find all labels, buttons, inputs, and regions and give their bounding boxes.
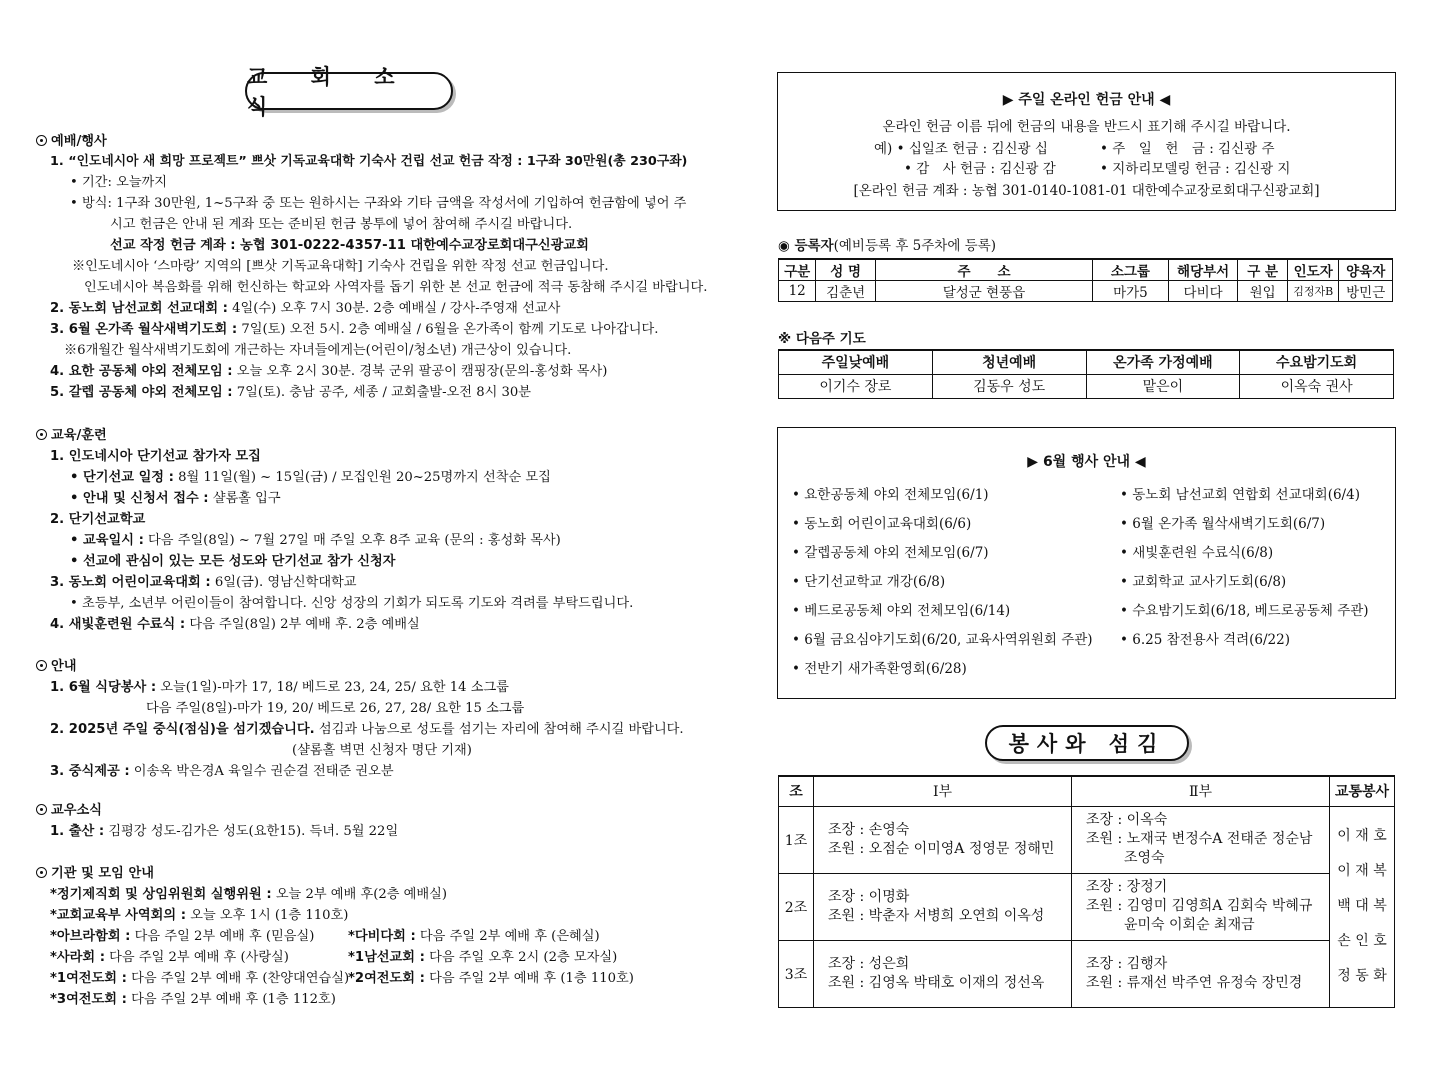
prayer-value-cell: 김동우 성도 xyxy=(932,374,1086,398)
service-group-row xyxy=(779,873,1395,940)
traffic-service-cell xyxy=(1330,806,1395,1007)
service-header-cell: Ⅱ부 xyxy=(1072,776,1330,806)
news-line-label: 4. 요한 공동체 야외 전체모임 : xyxy=(50,364,233,379)
section-header-label: 교육/훈련 xyxy=(51,428,107,443)
service-part-cell xyxy=(1072,940,1330,1007)
service-part-cell xyxy=(814,873,1072,940)
circle-bullet-icon xyxy=(36,135,47,146)
registrants-row xyxy=(779,281,1393,302)
service-members: 조원 : 오점순 이미영A 정영문 정해민 xyxy=(828,840,1055,857)
june-event-item: • 동노회 남선교회 연합회 선교대회(6/4) xyxy=(1120,487,1360,503)
june-event-item: • 6월 금요심야기도회(6/20, 교육사역위원회 주관) xyxy=(792,632,1093,648)
section-header xyxy=(36,428,107,444)
service-table xyxy=(778,775,1395,1008)
section-header-label: 안내 xyxy=(51,659,77,674)
registrants-cell: 방민근 xyxy=(1339,281,1393,302)
news-line-text: 다음 주일 2부 예배 후 (1층 112호) xyxy=(126,992,336,1007)
service-leader: 조장 : 이옥숙 xyxy=(1086,812,1168,828)
june-event-item: • 6월 온가족 월삭새벽기도회(6/7) xyxy=(1120,516,1326,532)
june-event-item: • 6.25 참전용사 격려(6/22) xyxy=(1120,632,1290,648)
circle-bullet-icon xyxy=(36,804,47,815)
service-part-cell xyxy=(1072,873,1330,940)
news-line-text: 섬김과 나눔으로 성도를 섬기는 자리에 참여해 주시길 바랍니다. xyxy=(314,722,684,737)
offering-example-remodel: • 지하리모델링 헌금 : 김신광 지 xyxy=(1100,161,1291,177)
news-line-text: 7일(토). 충남 공주, 세종 / 교회출발-오전 8시 30분 xyxy=(232,385,532,400)
registrants-header-cell: 구 분 xyxy=(1238,259,1287,281)
news-line xyxy=(70,491,281,507)
service-leader: 조장 : 이명화 xyxy=(828,888,910,905)
registrants-cell: 김정자B xyxy=(1287,281,1339,302)
prayer-header-row xyxy=(779,350,1394,374)
service-members: 조원 : 김영옥 박태호 이재의 정선옥 xyxy=(828,974,1045,991)
service-members-cont: 조영숙 xyxy=(1124,850,1165,866)
june-event-item: • 수요밤기도회(6/18, 베드로공동체 주관) xyxy=(1120,603,1369,619)
church-news-title: 교 회 소 식 xyxy=(245,72,453,110)
service-part-cell xyxy=(814,940,1072,1007)
news-line-text: 다음 주일(8일) ~ 7월 27일 매 주일 오후 8주 교육 (문의 : 홍성화 목사) xyxy=(143,533,561,548)
service-title: 봉사와 섬김 xyxy=(985,725,1189,761)
registrants-title: ◉ 등록자 xyxy=(778,238,834,254)
news-line xyxy=(50,950,289,966)
news-line-text: 오늘 2부 예배 후(2층 예배실) xyxy=(271,887,448,902)
news-line-text: 6일(금). 영남신학대학교 xyxy=(210,575,357,590)
service-leader: 조장 : 성은희 xyxy=(828,955,910,972)
registrants-cell: 원입 xyxy=(1238,281,1287,302)
traffic-volunteer: 정 동 화 xyxy=(1337,968,1387,984)
june-event-item: • 전반기 새가족환영회(6/28) xyxy=(792,661,967,677)
news-line: • 방식: 1구좌 30만원, 1~5구좌 중 또는 원하시는 구좌와 기타 금액을 작성서에 기입하여 헌금함에 넣어 주 xyxy=(70,196,687,211)
news-line xyxy=(50,971,349,987)
registrants-header-cell: 해당부서 xyxy=(1168,259,1238,281)
news-line xyxy=(50,929,314,945)
news-line: • 초등부, 소년부 어린이들이 참여합니다. 신앙 성장의 기회가 되도록 기도와 격려를 부탁드립니다. xyxy=(70,596,634,611)
june-event-item: • 베드로공동체 야외 전체모임(6/14) xyxy=(792,603,1011,619)
registrants-cell: 다비다 xyxy=(1168,281,1238,302)
news-line: • 기간: 오늘까지 xyxy=(70,175,168,190)
news-line-label: 1. 출산 : xyxy=(50,824,105,839)
news-line-label: 3. 중식제공 : xyxy=(50,764,130,779)
news-line: 인도네시아 복음화를 위해 헌신하는 학교와 사역자를 돕기 위한 본 선교 헌금에 적극 동참해 주시길 바랍니다. xyxy=(84,280,708,295)
news-line: 1. “인도네시아 새 희망 프로젝트” 쁘삿 기독교육대학 기숙사 건립 선교 헌금 작정 : 1구좌 30만원(총 230구좌) xyxy=(50,154,688,169)
prayer-header-cell: 주일낮예배 xyxy=(779,350,933,374)
news-line-text: 다음 주일 2부 예배 후 (1층 110호) xyxy=(424,971,634,986)
online-offering-title: ▶ 주일 온라인 헌금 안내 ◀ xyxy=(1002,92,1171,108)
online-offering-box xyxy=(777,72,1396,211)
service-header-row xyxy=(779,776,1395,806)
registrants-header-cell: 구분 xyxy=(779,259,816,281)
news-line xyxy=(50,322,658,338)
news-line-label: *아브라함회 : xyxy=(50,929,131,944)
service-members: 조원 : 노재국 변정수A 전태준 정순남 xyxy=(1086,831,1313,847)
news-line: 시고 헌금은 안내 된 계좌 또는 준비된 헌금 봉투에 넣어 참여해 주시길 바랍니다. xyxy=(110,217,573,232)
june-events-left-list xyxy=(792,483,1093,686)
section-header xyxy=(36,134,107,150)
news-line-label: 1. 6월 식당봉사 : xyxy=(50,680,157,695)
june-event-item: • 갈렙공동체 야외 전체모임(6/7) xyxy=(792,545,989,561)
news-line-label: *3여전도회 : xyxy=(50,992,127,1007)
registrants-header-cell: 인도자 xyxy=(1287,259,1339,281)
service-group-name: 2조 xyxy=(779,873,814,940)
offering-example-thanks: • 감 사 헌금 : 김신광 감 xyxy=(904,161,1056,177)
service-leader: 조장 : 김행자 xyxy=(1086,955,1168,972)
news-line: ※6개월간 월삭새벽기도회에 개근하는 자녀들에게는(어린이/청소년) 개근상이 있습니다. xyxy=(64,343,572,358)
news-line xyxy=(348,971,634,987)
news-line-text: 샬롬홀 입구 xyxy=(208,491,281,506)
traffic-volunteer: 이 재 호 xyxy=(1337,828,1387,844)
service-leader: 조장 : 장정기 xyxy=(1086,879,1168,895)
june-event-item: • 교회학교 교사기도회(6/8) xyxy=(1120,574,1287,590)
news-line-text: 7일(토) 오전 5시. 2층 예배실 / 6월을 온가족이 함께 기도로 나아갑니다. xyxy=(237,322,659,337)
news-line-text: 다음 주일(8일) 2부 예배 후. 2층 예배실 xyxy=(185,617,420,632)
prayer-header-cell: 청년예배 xyxy=(932,350,1086,374)
prayer-value-cell: 이기수 장로 xyxy=(779,374,933,398)
registrants-header-cell: 주 소 xyxy=(875,259,1092,281)
service-group-name: 3조 xyxy=(779,940,814,1007)
news-line: (샬롬홀 벽면 신청자 명단 기재) xyxy=(292,743,472,758)
service-header-cell: Ⅰ부 xyxy=(814,776,1072,806)
news-line xyxy=(50,680,509,696)
service-part-cell xyxy=(1072,806,1330,873)
prayer-value-row xyxy=(779,374,1394,398)
news-line: • 선교에 관심이 있는 모든 성도와 단기선교 참가 신청자 xyxy=(70,554,396,569)
prayer-header-cell: 수요밤기도회 xyxy=(1240,350,1394,374)
section-header xyxy=(36,659,76,675)
june-event-item: • 새빛훈련원 수료식(6/8) xyxy=(1120,545,1274,561)
service-part-cell xyxy=(814,806,1072,873)
news-line xyxy=(348,950,617,966)
service-group-name: 1조 xyxy=(779,806,814,873)
news-line xyxy=(70,533,561,549)
traffic-volunteer: 손 인 호 xyxy=(1337,933,1387,949)
service-header-cell: 교통봉사 xyxy=(1330,776,1395,806)
registrants-cell: 김춘년 xyxy=(816,281,876,302)
june-event-item: • 요한공동체 야외 전체모임(6/1) xyxy=(792,487,989,503)
news-line-label: 2. 동노회 남선교회 선교대회 : xyxy=(50,301,228,316)
service-members-cont: 윤미숙 이회순 최재금 xyxy=(1124,917,1255,933)
news-line-text: 다음 주일 오후 2시 (2층 모자실) xyxy=(424,950,618,965)
news-line: 선교 작정 헌금 계좌 : 농협 301-0222-4357-11 대한예수교장로회대구신광교회 xyxy=(110,238,589,253)
news-line-label: 3. 6월 온가족 월삭새벽기도회 : xyxy=(50,322,238,337)
section-header-label: 기관 및 모임 안내 xyxy=(51,866,154,881)
news-line-label: *2여전도회 : xyxy=(348,971,425,986)
news-line-label: *교회교육부 사역회의 : xyxy=(50,908,187,923)
section-header-label: 교우소식 xyxy=(51,803,102,818)
service-group-row xyxy=(779,940,1395,1007)
news-line xyxy=(50,722,684,738)
service-leader: 조장 : 손영숙 xyxy=(828,821,910,838)
news-line-label: *다비다회 : xyxy=(348,929,416,944)
news-line-label: 4. 새빛훈련원 수료식 : xyxy=(50,617,186,632)
news-line xyxy=(50,764,394,780)
prayer-value-cell: 이옥숙 권사 xyxy=(1240,374,1394,398)
news-line-text: 다음 주일 2부 예배 후 (은혜실) xyxy=(415,929,600,944)
traffic-volunteer: 이 재 복 xyxy=(1337,863,1387,879)
news-line xyxy=(50,617,420,633)
news-line xyxy=(50,824,398,840)
offering-example-sunday: • 주 일 헌 금 : 김신광 주 xyxy=(1100,141,1275,157)
news-line-label: • 교육일시 : xyxy=(70,533,144,548)
prayer-header-cell: 온가족 가정예배 xyxy=(1086,350,1240,374)
news-line-label: • 단기선교 일정 : xyxy=(70,470,174,485)
service-members: 조원 : 박춘자 서병희 오연희 이옥성 xyxy=(828,907,1045,924)
registrants-cell: 달성군 현풍읍 xyxy=(875,281,1092,302)
news-line-text: 다음 주일 2부 예배 후 (믿음실) xyxy=(130,929,315,944)
news-line xyxy=(50,301,560,317)
offering-example-tithe: 예) • 십일조 헌금 : 김신광 십 xyxy=(874,141,1048,157)
section-header xyxy=(36,866,154,882)
traffic-volunteer: 백 대 복 xyxy=(1337,898,1387,914)
news-line xyxy=(70,470,551,486)
service-members: 조원 : 류재선 박주연 유정숙 장민경 xyxy=(1086,974,1303,991)
news-line-text: 오늘 오후 1시 (1층 110호) xyxy=(186,908,349,923)
news-line xyxy=(50,575,357,591)
registrants-heading xyxy=(778,234,996,254)
news-line-text: 다음 주일 2부 예배 후 (사랑실) xyxy=(104,950,289,965)
news-line-text: 김평강 성도-김가은 성도(요한15). 득녀. 5월 22일 xyxy=(104,824,399,839)
news-line: 2. 단기선교학교 xyxy=(50,512,146,527)
news-line-text: 이송옥 박은경A 육일수 권순걸 전태준 권오분 xyxy=(129,764,394,779)
news-line-text: 오늘 오후 2시 30분. 경북 군위 팔공이 캠핑장(문의-홍성화 목사) xyxy=(232,364,608,379)
news-line-label: *정기제직회 및 상임위원회 실행위원 : xyxy=(50,887,272,902)
news-line-text: 4일(수) 오후 7시 30분. 2층 예배실 / 강사-주영재 선교사 xyxy=(227,301,561,316)
news-line xyxy=(348,929,600,945)
news-line xyxy=(50,992,336,1008)
registrants-header-row xyxy=(779,259,1393,281)
next-week-prayer-table xyxy=(778,349,1394,399)
news-line xyxy=(50,385,531,401)
registrants-table xyxy=(778,258,1393,302)
news-line xyxy=(50,364,607,380)
news-line-label: 2. 2025년 주일 중식(점심)을 섬기겠습니다. xyxy=(50,722,315,737)
news-line: ※인도네시아 ‘스마랑’ 지역의 [쁘삿 기독교육대학] 기숙사 건립을 위한 작정 선교 헌금입니다. xyxy=(72,259,609,274)
section-header xyxy=(36,803,102,819)
service-group-row xyxy=(779,806,1395,873)
june-events-box xyxy=(777,427,1396,699)
news-line: 다음 주일(8일)-마가 19, 20/ 베드로 26, 27, 28/ 요한 15 소그룹 xyxy=(146,701,525,716)
news-line-label: *사라회 : xyxy=(50,950,105,965)
june-event-item: • 단기선교학교 개강(6/8) xyxy=(792,574,946,590)
next-week-prayer-title: ※ 다음주 기도 xyxy=(778,331,866,347)
news-line xyxy=(50,908,348,924)
june-events-right-list xyxy=(1120,483,1369,657)
news-line-label: 3. 동노회 어린이교육대회 : xyxy=(50,575,211,590)
news-line-label: *1여전도회 : xyxy=(50,971,127,986)
registrants-header-cell: 소그룹 xyxy=(1093,259,1169,281)
registrants-cell: 마가5 xyxy=(1093,281,1169,302)
online-offering-desc: 온라인 헌금 이름 뒤에 헌금의 내용을 반드시 표기해 주시길 바랍니다. xyxy=(882,119,1291,135)
circle-bullet-icon xyxy=(36,429,47,440)
prayer-value-cell: 맡은이 xyxy=(1086,374,1240,398)
news-line-label: 5. 갈렙 공동체 야외 전체모임 : xyxy=(50,385,233,400)
circle-bullet-icon xyxy=(36,660,47,671)
june-events-title: ▶ 6월 행사 안내 ◀ xyxy=(1027,454,1146,470)
service-header-cell: 조 xyxy=(779,776,814,806)
service-members: 조원 : 김영미 김영희A 김회숙 박혜규 xyxy=(1086,898,1313,914)
registrants-header-cell: 성 명 xyxy=(816,259,876,281)
news-line-label: • 안내 및 신청서 접수 : xyxy=(70,491,209,506)
news-line: 1. 인도네시아 단기선교 참가자 모집 xyxy=(50,449,261,464)
news-line xyxy=(50,887,447,903)
news-line-label: *1남선교회 : xyxy=(348,950,425,965)
news-line-text: 오늘(1일)-마가 17, 18/ 베드로 23, 24, 25/ 요한 14 소그룹 xyxy=(156,680,509,695)
circle-bullet-icon xyxy=(36,867,47,878)
section-header-label: 예배/행사 xyxy=(51,134,107,149)
news-line-text: 8월 11일(월) ~ 15일(금) / 모집인원 20~25명까지 선착순 모집 xyxy=(173,470,551,485)
news-line-text: 다음 주일 2부 예배 후 (찬양대연습실) xyxy=(126,971,350,986)
registrants-cell: 12 xyxy=(779,281,816,302)
online-offering-account: [온라인 헌금 계좌 : 농협 301-0140-1081-01 대한예수교장로회대구신광교회] xyxy=(853,183,1320,199)
registrants-note: (예비등록 후 5주차에 등록) xyxy=(833,238,997,254)
registrants-header-cell: 양육자 xyxy=(1339,259,1393,281)
june-event-item: • 동노회 어린이교육대회(6/6) xyxy=(792,516,972,532)
